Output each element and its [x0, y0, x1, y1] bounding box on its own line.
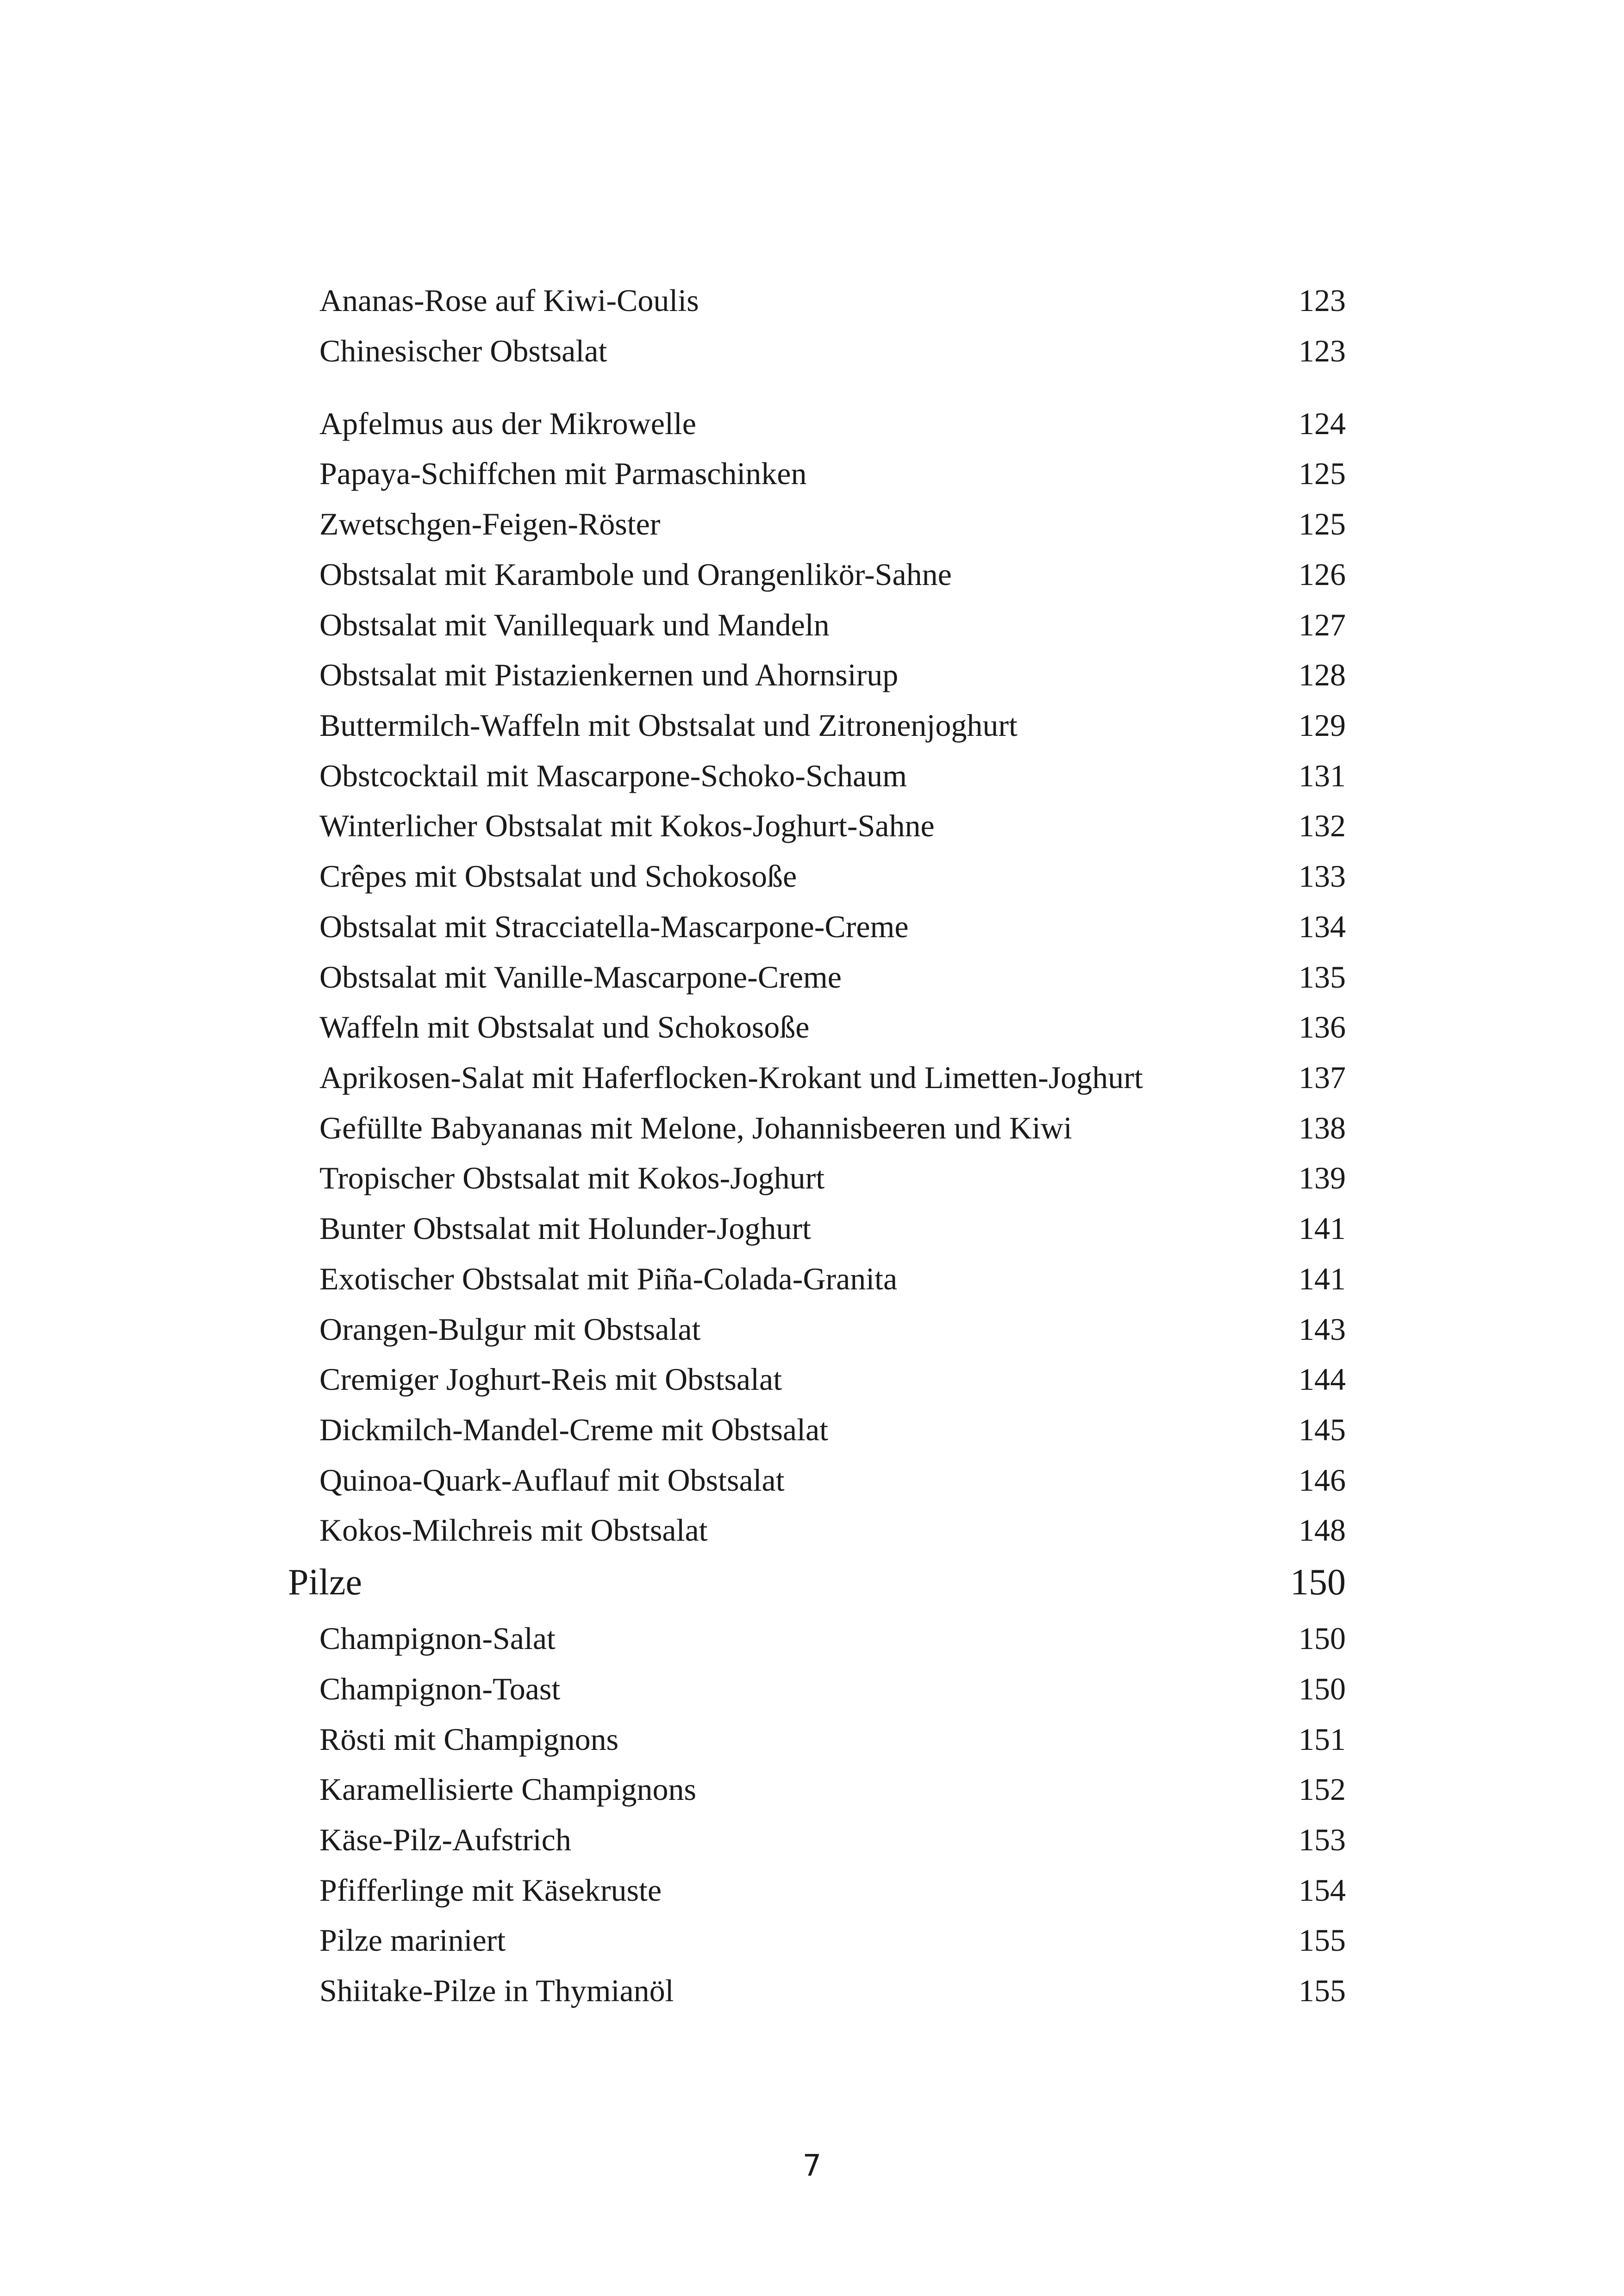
toc-entry-title: Quinoa-Quark-Auflauf mit Obstsalat [319, 1462, 785, 1498]
toc-entry-page: 153 [1299, 1822, 1346, 1857]
toc-entry[interactable] [0, 853, 1624, 899]
toc-entry-page: 125 [1299, 506, 1346, 541]
toc-entry-page: 139 [1299, 1160, 1346, 1195]
toc-entry-title: Champignon-Toast [319, 1671, 561, 1706]
toc-entry-page: 124 [1299, 406, 1346, 441]
toc-entry-title: Pfifferlinge mit Käsekruste [319, 1873, 662, 1908]
toc-entry-page: 146 [1299, 1462, 1346, 1498]
toc-entry-title: Rösti mit Champignons [319, 1722, 619, 1757]
toc-entry[interactable] [0, 400, 1624, 447]
toc-entry[interactable] [0, 1256, 1624, 1302]
toc-entry[interactable] [0, 1306, 1624, 1352]
toc-entry-page: 133 [1299, 859, 1346, 894]
toc-entry-page: 126 [1299, 557, 1346, 592]
toc-entry-title: Shiitake-Pilze in Thymianöl [319, 1973, 674, 2008]
toc-entry-title: Champignon-Salat [319, 1621, 556, 1656]
toc-entry-page: 145 [1299, 1412, 1346, 1447]
toc-entry-page: 138 [1299, 1110, 1346, 1145]
toc-entry[interactable] [0, 652, 1624, 698]
toc-entry[interactable] [0, 803, 1624, 849]
toc-entry-page: 143 [1299, 1312, 1346, 1347]
toc-entry-title: Buttermilch-Waffeln mit Obstsalat und Zitronenjoghurt [319, 708, 1018, 743]
toc-entry-page: 123 [1299, 333, 1346, 368]
toc-entry-title: Dickmilch-Mandel-Creme mit Obstsalat [319, 1412, 829, 1447]
toc-entry[interactable] [0, 501, 1624, 547]
toc-entry[interactable] [0, 753, 1624, 799]
toc-entry-title: Karamellisierte Champignons [319, 1772, 696, 1807]
toc-entry[interactable] [0, 1615, 1624, 1661]
toc-entry-page: 135 [1299, 959, 1346, 995]
toc-entry[interactable] [0, 1967, 1624, 2014]
toc-entry[interactable] [0, 1155, 1624, 1201]
page-number: 7 [802, 2149, 822, 2183]
toc-entry-page: 131 [1299, 758, 1346, 793]
toc-entry-title: Tropischer Obstsalat mit Kokos-Joghurt [319, 1160, 825, 1195]
toc-entry-title: Orangen-Bulgur mit Obstsalat [319, 1312, 701, 1347]
toc-entry[interactable] [0, 1356, 1624, 1402]
toc-entry-page: 155 [1299, 1973, 1346, 2008]
toc-entry[interactable] [0, 1105, 1624, 1151]
toc-entry[interactable] [0, 328, 1624, 374]
toc-entry[interactable] [0, 1666, 1624, 1712]
toc-entry[interactable] [0, 1507, 1624, 1553]
toc-entry-page: 136 [1299, 1009, 1346, 1045]
toc-entry[interactable] [0, 1867, 1624, 1913]
toc-entry-page: 154 [1299, 1873, 1346, 1908]
toc-entry-page: 134 [1299, 909, 1346, 944]
toc-entry[interactable] [0, 1917, 1624, 1963]
toc-entry-title: Obstsalat mit Stracciatella-Mascarpone-Creme [319, 909, 909, 944]
toc-entry[interactable] [0, 1716, 1624, 1762]
toc-entry-page: 144 [1299, 1362, 1346, 1397]
toc-entry[interactable] [0, 450, 1624, 497]
toc-entry-page: 129 [1299, 708, 1346, 743]
toc-entry-page: 123 [1299, 283, 1346, 318]
toc-entry[interactable] [0, 1766, 1624, 1812]
toc-entry-title: Obstcocktail mit Mascarpone-Schoko-Schaum [319, 758, 907, 793]
toc-entry-page: 137 [1299, 1060, 1346, 1095]
toc-entry-title: Pilze mariniert [319, 1923, 506, 1958]
toc-entry-page: 151 [1299, 1722, 1346, 1757]
toc-entry-title: Exotischer Obstsalat mit Piña-Colada-Granita [319, 1261, 898, 1296]
toc-entry-page: 155 [1299, 1923, 1346, 1958]
toc-entry-page: 132 [1299, 808, 1346, 843]
toc-entry[interactable] [0, 702, 1624, 748]
toc-entry[interactable] [0, 1004, 1624, 1050]
toc-entry[interactable] [0, 1054, 1624, 1101]
toc-entry-title: Obstsalat mit Vanille-Mascarpone-Creme [319, 959, 842, 995]
toc-entry[interactable] [0, 551, 1624, 597]
toc-entry-page: 148 [1299, 1512, 1346, 1548]
toc-entry-title: Ananas-Rose auf Kiwi-Coulis [319, 283, 699, 318]
toc-entry-page: 150 [1299, 1671, 1346, 1706]
toc-entry-page: 125 [1299, 456, 1346, 491]
toc-entry-title: Cremiger Joghurt-Reis mit Obstsalat [319, 1362, 782, 1397]
toc-section-page: 150 [1290, 1562, 1346, 1603]
toc-entry-title: Bunter Obstsalat mit Holunder-Joghurt [319, 1211, 811, 1246]
toc-entry-title: Käse-Pilz-Aufstrich [319, 1822, 571, 1857]
toc-entry-page: 127 [1299, 607, 1346, 642]
toc-entry-title: Zwetschgen-Feigen-Röster [319, 506, 661, 541]
toc-entry-page: 141 [1299, 1261, 1346, 1296]
toc-entry[interactable] [0, 1205, 1624, 1251]
toc-entry-title: Chinesischer Obstsalat [319, 333, 607, 368]
toc-entry-title: Crêpes mit Obstsalat und Schokosoße [319, 859, 797, 894]
toc-entry-page: 150 [1299, 1621, 1346, 1656]
toc-entry[interactable] [0, 602, 1624, 648]
toc-entry[interactable] [0, 954, 1624, 1000]
toc-section-title: Pilze [288, 1562, 362, 1603]
toc-entry[interactable] [0, 1817, 1624, 1863]
toc-entry-title: Aprikosen-Salat mit Haferflocken-Krokant und Limetten-Joghurt [319, 1060, 1143, 1095]
toc-entry-title: Winterlicher Obstsalat mit Kokos-Joghurt-Sahne [319, 808, 935, 843]
toc-entry-title: Waffeln mit Obstsalat und Schokosoße [319, 1009, 810, 1045]
toc-entry-title: Obstsalat mit Karambole und Orangenlikör-Sahne [319, 557, 952, 592]
toc-entry[interactable] [0, 1406, 1624, 1453]
toc-entry[interactable] [0, 1457, 1624, 1503]
toc-entry-title: Kokos-Milchreis mit Obstsalat [319, 1512, 708, 1548]
toc-entry-title: Obstsalat mit Pistazienkernen und Ahornsirup [319, 657, 899, 692]
toc-entry-page: 128 [1299, 657, 1346, 692]
toc-entry[interactable] [0, 277, 1624, 324]
toc-entry-page: 152 [1299, 1772, 1346, 1807]
toc-entry-title: Obstsalat mit Vanillequark und Mandeln [319, 607, 830, 642]
toc-entry-page: 141 [1299, 1211, 1346, 1246]
toc-entry-title: Papaya-Schiffchen mit Parmaschinken [319, 456, 807, 491]
toc-entry-title: Gefüllte Babyananas mit Melone, Johannisbeeren und Kiwi [319, 1110, 1072, 1145]
toc-section-pilze[interactable] [0, 1559, 1624, 1605]
toc-entry[interactable] [0, 903, 1624, 950]
toc-entry-title: Apfelmus aus der Mikrowelle [319, 406, 696, 441]
